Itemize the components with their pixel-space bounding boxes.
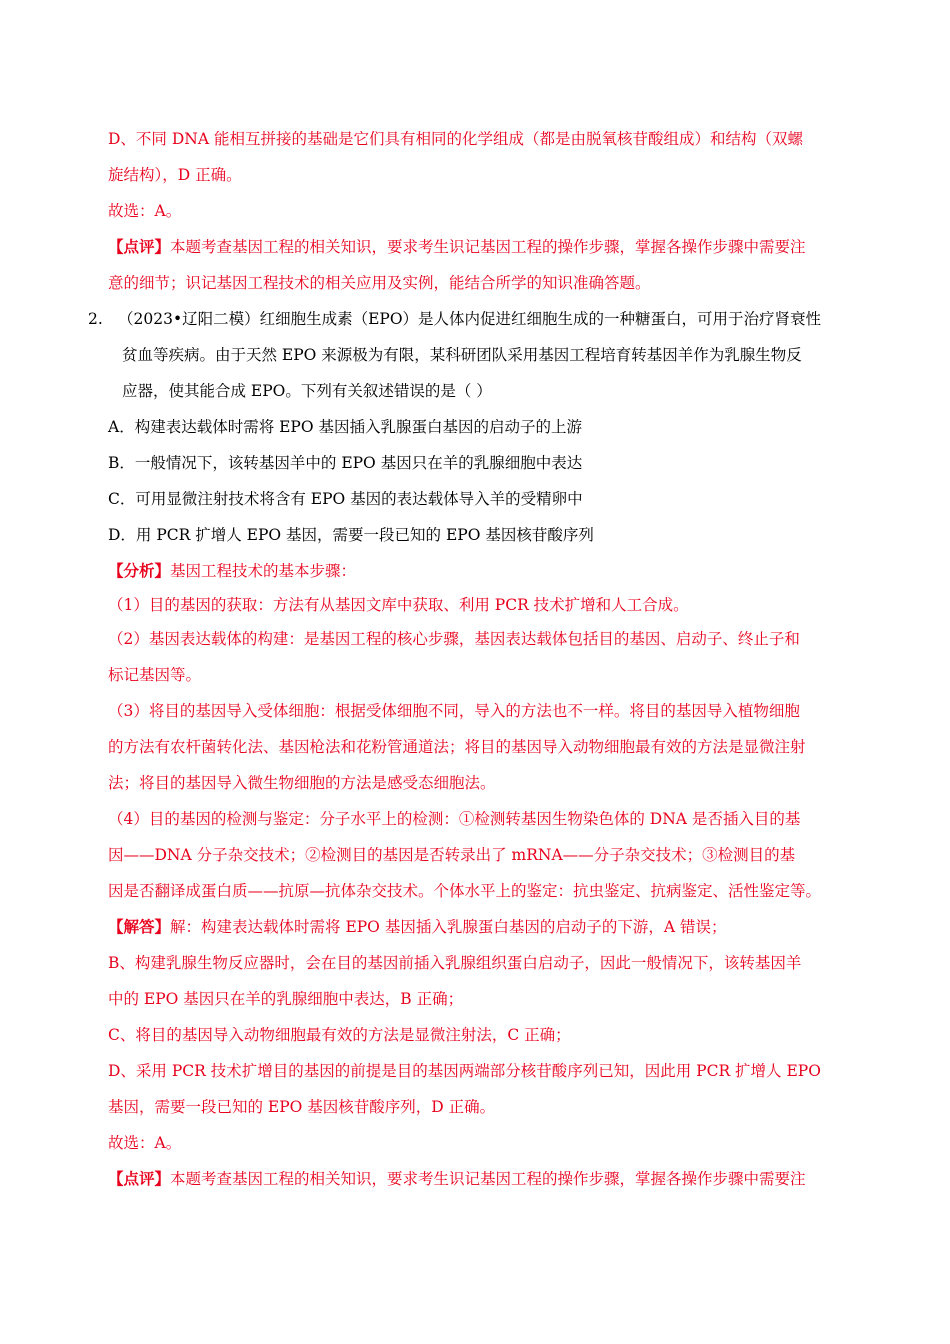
option-b: B．一般情况下，该转基因羊中的 EPO 基因只在羊的乳腺细胞中表达 [108, 454, 583, 472]
analysis-step2-line2: 标记基因等。 [108, 666, 202, 684]
prev-option-d-line2: 旋结构），D 正确。 [108, 166, 242, 184]
prev-comment-line2: 意的细节；识记基因工程技术的相关应用及实例，能结合所学的知识准确答题。 [108, 274, 651, 292]
analysis-intro [108, 560, 868, 582]
answer-d-line2: 基因，需要一段已知的 EPO 基因核苷酸序列，D 正确。 [108, 1098, 496, 1116]
analysis-step3-line3: 法；将目的基因导入微生物细胞的方法是感受态细胞法。 [108, 774, 496, 792]
analysis-step3-line2: 的方法有农杆菌转化法、基因枪法和花粉管通道法；将目的基因导入动物细胞最有效的方法是显微注射 [108, 738, 806, 756]
analysis-step2-line1: （2）基因表达载体的构建：是基因工程的核心步骤，基因表达载体包括目的基因、启动子、终止子和 [108, 630, 800, 648]
option-d: D．用 PCR 扩增人 EPO 基因，需要一段已知的 EPO 基因核苷酸序列 [108, 526, 594, 544]
question-stem-line2: 贫血等疾病。由于天然 EPO 来源极为有限，某科研团队采用基因工程培育转基因羊作为乳腺生物反 [122, 346, 802, 364]
comment-text: 本题考查基因工程的相关知识，要求考生识记基因工程的操作步骤，掌握各操作步骤中需要注 [170, 238, 806, 256]
option-a: A．构建表达载体时需将 EPO 基因插入乳腺蛋白基因的启动子的上游 [108, 418, 583, 436]
analysis-step1: （1）目的基因的获取：方法有从基因文库中获取、利用 PCR 技术扩增和人工合成。 [108, 596, 689, 614]
analysis-tag: 【分析】 [108, 561, 171, 580]
answer-text: 解：构建表达载体时需将 EPO 基因插入乳腺蛋白基因的启动子的下游，A 错误； [170, 918, 727, 936]
analysis-step4-line1: （4）目的基因的检测与鉴定：分子水平上的检测：①检测转基因生物染色体的 DNA 是否插入目的基 [108, 810, 801, 828]
answer-comment-line1 [108, 1168, 868, 1190]
analysis-intro-text: 基因工程技术的基本步骤： [170, 562, 357, 580]
analysis-step4-line2: 因——DNA 分子杂交技术；②检测目的基因是否转录出了 mRNA——分子杂交技术；③检测目的基 [108, 846, 796, 864]
answer-d-line1: D、采用 PCR 技术扩增目的基因的前提是目的基因两端部分核苷酸序列已知，因此用 PCR 扩增人 EPO [108, 1062, 821, 1080]
answer-choice: 故选：A。 [108, 1134, 182, 1152]
analysis-step3-line1: （3）将目的基因导入受体细胞：根据受体细胞不同，导入的方法也不一样。将目的基因导入植物细胞 [108, 702, 800, 720]
answer-comment-text: 本题考查基因工程的相关知识，要求考生识记基因工程的操作步骤，掌握各操作步骤中需要注 [170, 1170, 806, 1188]
prev-option-d-line1: D、不同 DNA 能相互拼接的基础是它们具有相同的化学组成（都是由脱氧核苷酸组成）和结构（双螺 [108, 130, 803, 148]
answer-tag: 【解答】 [108, 917, 171, 936]
comment-tag: 【点评】 [108, 237, 171, 256]
answer-c-line: C、将目的基因导入动物细胞最有效的方法是显微注射法，C 正确； [108, 1026, 571, 1044]
prev-choice: 故选：A。 [108, 202, 182, 220]
question-stem-line1: （2023•辽阳二模）红细胞生成素（EPO）是人体内促进红细胞生成的一种糖蛋白，可用于治疗肾衰性 [118, 310, 822, 328]
question-stem-line3: 应器，使其能合成 EPO。下列有关叙述错误的是（ ） [122, 382, 492, 400]
answer-b-line1: B、构建乳腺生物反应器时，会在目的基因前插入乳腺组织蛋白启动子，因此一般情况下，该转基因羊 [108, 954, 802, 972]
question-number: 2. [88, 310, 103, 328]
analysis-step4-line3: 因是否翻译成蛋白质——抗原—抗体杂交技术。个体水平上的鉴定：抗虫鉴定、抗病鉴定、活性鉴定等。 [108, 882, 822, 900]
option-c: C．可用显微注射技术将含有 EPO 基因的表达载体导入羊的受精卵中 [108, 490, 583, 508]
answer-b-line2: 中的 EPO 基因只在羊的乳腺细胞中表达，B 正确； [108, 990, 464, 1008]
answer-comment-tag: 【点评】 [108, 1169, 171, 1188]
answer-line-a [108, 916, 868, 938]
prev-comment-line1 [108, 236, 868, 258]
